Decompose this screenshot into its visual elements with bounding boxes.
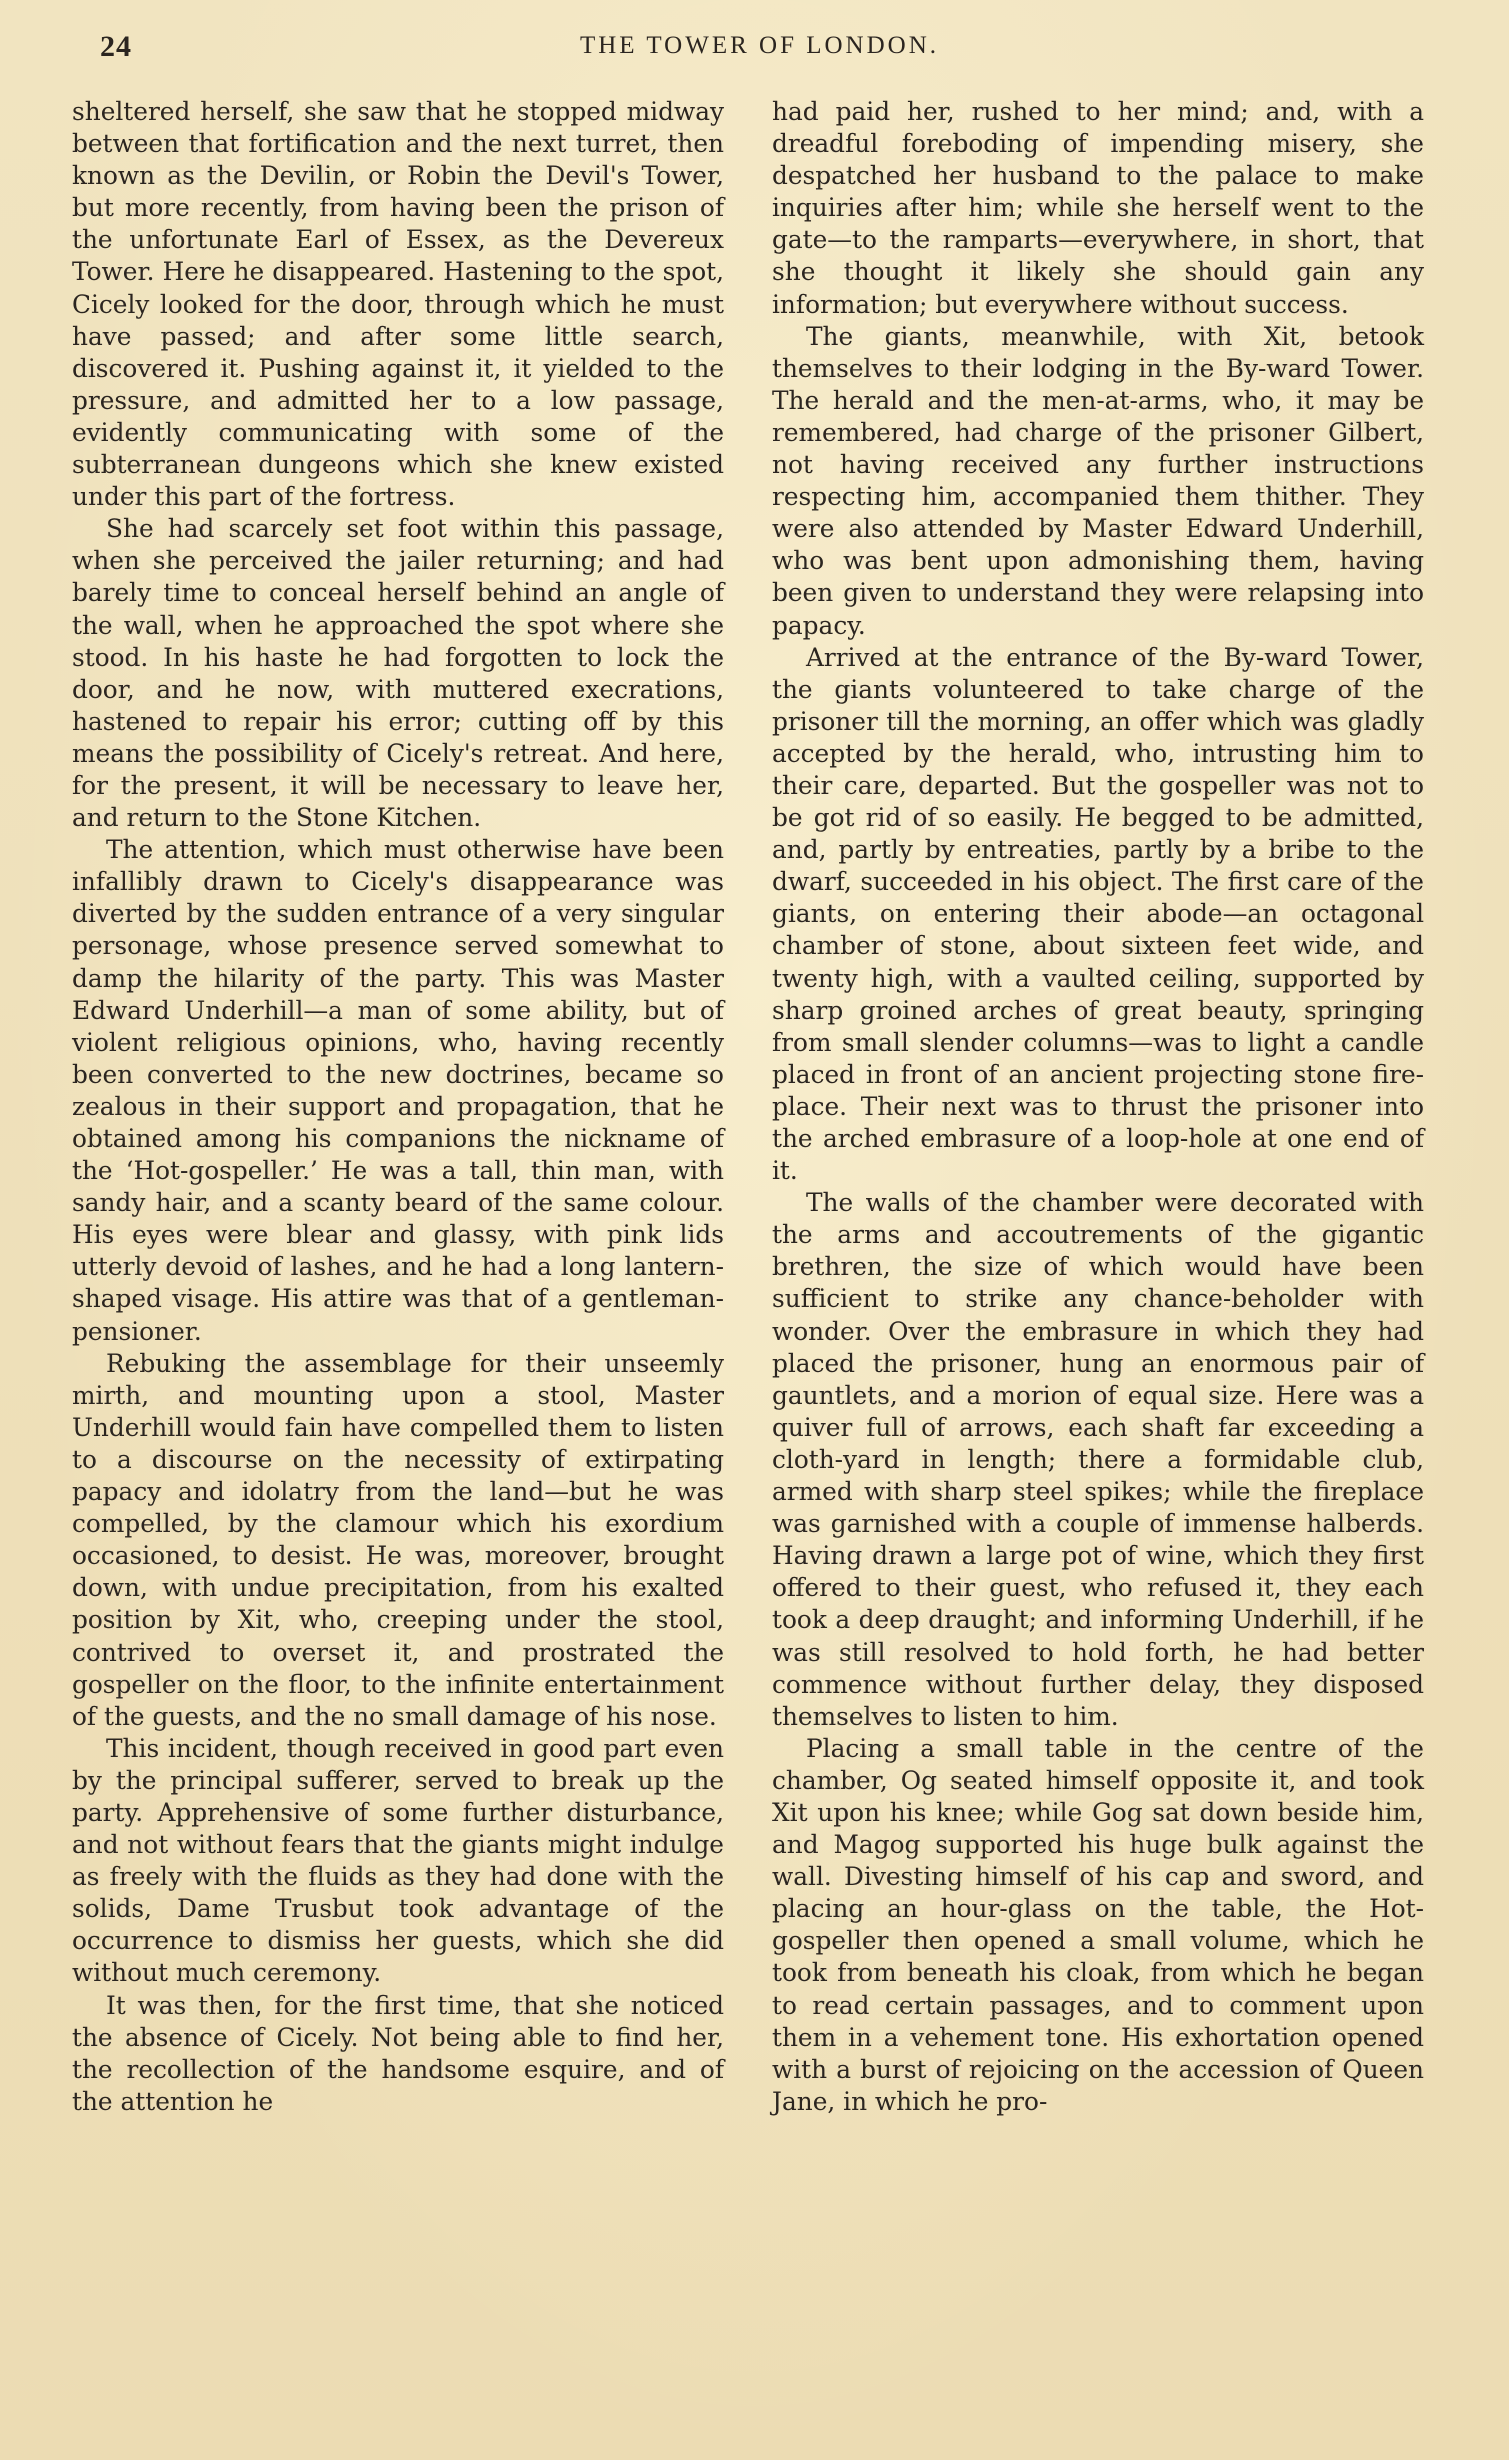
paragraph: had paid her, rushed to her mind; and, with a dreadful foreboding of impending misery, she despatched her husband to the palace to make inquiries after him; while she herself went to the gate—to the ramparts—everywhere, in short, that she thought it likely she should gain any information; but everywhere without success. xyxy=(772,97,1424,319)
paragraph: Rebuking the assemblage for their unseemly mirth, and mounting upon a stool, Master Underhill would fain have compelled them to listen to a discourse on the necessity of extirpating papacy and idolatry from the land—but he was compelled, by the clamour which his exordium occasioned, to desist. He was, moreover, brought down, with undue precipitation, from his exalted position by Xit, who, creeping under the stool, contrived to overset it, and prostrated the gospeller on the floor, to the infinite entertainment of the guests, and the no small damage of his nose. xyxy=(72,1348,724,1731)
right-column xyxy=(772,96,1424,2118)
paragraph: She had scarcely set foot within this passage, when she perceived the jailer returning; and had barely time to conceal herself behind an angle of the wall, when he approached the spot where she stood. In his haste he had forgotten to lock the door, and he now, with muttered execrations, hastened to repair his error; cutting off by this means the possibility of Cicely's retreat. And here, for the present, it will be necessary to leave her, and return to the Stone Kitchen. xyxy=(72,514,724,833)
paragraph: sheltered herself, she saw that he stopped midway between that fortification and the next turret, then known as the Devilin, or Robin the Devil's Tower, but more recently, from having been the prison of the unfortunate Earl of Essex, as the Devereux Tower. Here he disappeared. Hastening to the spot, Cicely looked for the door, through which he must have passed; and after some little search, discovered it. Pushing against it, it yielded to the pressure, and admitted her to a low passage, evidently communicating with some of the subterranean dungeons which she knew existed under this part of the fortress. xyxy=(72,97,724,512)
paragraph: This incident, though received in good part even by the principal sufferer, served to break up the party. Apprehensive of some further disturbance, and not without fears that the giants might indulge as freely with the fluids as they had done with the solids, Dame Trusbut took advantage of the occurrence to dismiss her guests, which she did without much ceremony. xyxy=(72,1733,724,1988)
running-head xyxy=(100,30,1419,80)
text-columns xyxy=(72,96,1434,2436)
running-title: THE TOWER OF LONDON. xyxy=(579,32,940,59)
paragraph: The attention, which must otherwise have been infallibly drawn to Cicely's disappearance was diverted by the sudden entrance of a very singular personage, whose presence served somewhat to damp the hilarity of the party. This was Master Edward Underhill—a man of some ability, but of violent religious opinions, who, having recently been converted to the new doctrines, became so zealous in their support and propagation, that he obtained among his companions the nickname of the ‘Hot-gospeller.’ He was a tall, thin man, with sandy hair, and a scanty beard of the same colour. His eyes were blear and glassy, with pink lids utterly devoid of lashes, and he had a long lantern-shaped visage. His attire was that of a gentleman-pensioner. xyxy=(72,835,724,1346)
paragraph: It was then, for the first time, that she noticed the absence of Cicely. Not being able to find her, the recollection of the handsome esquire, and of the attention he xyxy=(72,1990,724,2116)
page-number: 24 xyxy=(100,30,132,63)
paragraph: Placing a small table in the centre of the chamber, Og seated himself opposite it, and took Xit upon his knee; while Gog sat down beside him, and Magog supported his huge bulk against the wall. Divesting himself of his cap and sword, and placing an hour-glass on the table, the Hot-gospeller then opened a small volume, which he took from beneath his cloak, from which he began to read certain passages, and to comment upon them in a vehement tone. His exhortation opened with a burst of rejoicing on the accession of Queen Jane, in which he pro- xyxy=(772,1733,1424,2116)
paragraph: The walls of the chamber were decorated with the arms and accoutrements of the gigantic brethren, the size of which would have been sufficient to strike any chance-beholder with wonder. Over the embrasure in which they had placed the prisoner, hung an enormous pair of gauntlets, and a morion of equal size. Here was a quiver full of arrows, each shaft far exceeding a cloth-yard in length; there a formidable club, armed with sharp steel spikes; while the fireplace was garnished with a couple of immense halberds. Having drawn a large pot of wine, which they first offered to their guest, who refused it, they each took a deep draught; and informing Underhill, if he was still resolved to hold forth, he had better commence without further delay, they disposed themselves to listen to him. xyxy=(772,1188,1424,1731)
paragraph: Arrived at the entrance of the By-ward Tower, the giants volunteered to take charge of the prisoner till the morning, an offer which was gladly accepted by the herald, who, intrusting him to their care, departed. But the gospeller was not to be got rid of so easily. He begged to be admitted, and, partly by entreaties, partly by a bribe to the dwarf, succeeded in his object. The first care of the giants, on entering their abode—an octagonal chamber of stone, about sixteen feet wide, and twenty high, with a vaulted ceiling, supported by sharp groined arches of great beauty, springing from small slender columns—was to light a candle placed in front of an ancient projecting stone fire-place. Their next was to thrust the prisoner into the arched embrasure of a loop-hole at one end of it. xyxy=(772,642,1424,1186)
left-column xyxy=(72,96,724,2118)
paragraph: The giants, meanwhile, with Xit, betook themselves to their lodging in the By-ward Tower. The herald and the men-at-arms, who, it may be remembered, had charge of the prisoner Gilbert, not having received any further instructions respecting him, accompanied them thither. They were also attended by Master Edward Underhill, who was bent upon admonishing them, having been given to understand they were relapsing into papacy. xyxy=(772,321,1424,640)
